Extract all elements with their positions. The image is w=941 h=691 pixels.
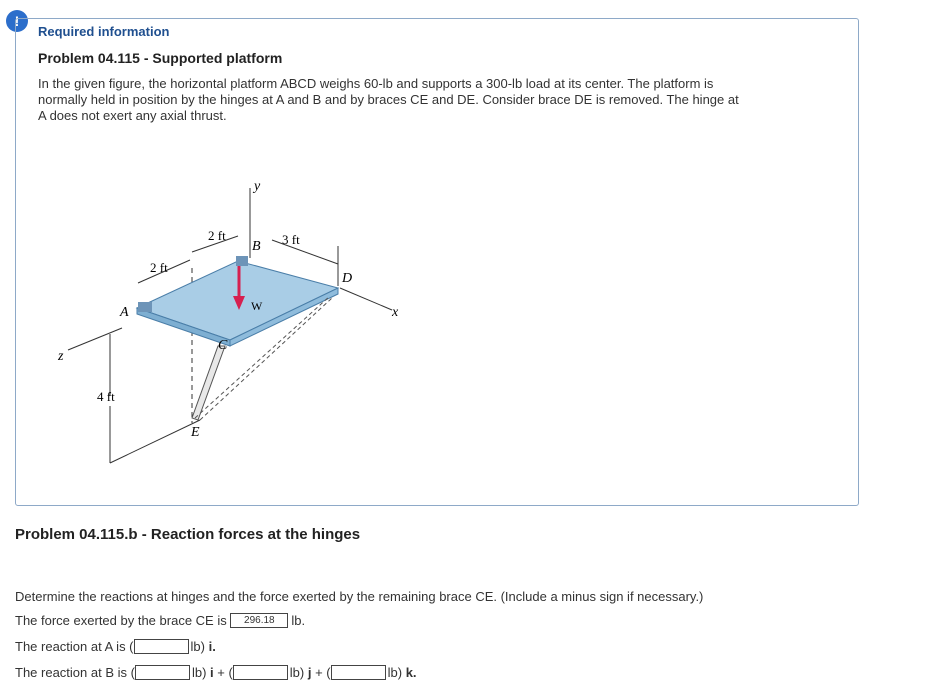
dim-3ft: 3 ft xyxy=(282,232,300,247)
problem-text-line-3: A does not exert any axial thrust. xyxy=(38,108,227,123)
problem-title: Problem 04.115 - Supported platform xyxy=(38,50,283,66)
brace-force-row xyxy=(15,613,305,628)
reaction-a-prefix: The reaction at A is ( xyxy=(15,639,134,654)
reaction-b-prefix: The reaction at B is ( xyxy=(15,665,135,680)
reaction-b-suffix-j: lb) xyxy=(289,665,308,680)
platform-figure xyxy=(40,168,420,478)
dim-4ft: 4 ft xyxy=(97,389,115,404)
problem-text-line-2: normally held in position by the hinges at A and B and by braces CE and DE. Consider brace DE is removed. The hinge at xyxy=(38,92,739,107)
reaction-b-j-input[interactable] xyxy=(233,665,288,680)
dim-2ft-b: 2 ft xyxy=(208,228,226,243)
label-e: E xyxy=(191,425,200,440)
brace-ce xyxy=(192,346,225,420)
reaction-a-suffix: lb) xyxy=(190,639,209,654)
sub-problem-title: Problem 04.115.b - Reaction forces at the hinges xyxy=(15,526,361,543)
label-y: y xyxy=(254,179,261,194)
problem-text xyxy=(38,76,828,124)
reaction-a-row xyxy=(15,639,216,654)
reaction-b-suffix-i: lb) xyxy=(191,665,211,680)
brace-force-prefix: The force exerted by the brace CE is xyxy=(15,613,231,628)
label-w: W xyxy=(251,299,263,313)
hinge-a xyxy=(138,302,152,312)
reaction-b-i-input[interactable] xyxy=(135,665,190,680)
reaction-a-input[interactable] xyxy=(134,639,189,654)
ground-line xyxy=(110,420,200,463)
problem-text-line-1: In the given figure, the horizontal platform ABCD weighs 60-lb and supports a 300-lb load at its center. The platform is xyxy=(38,76,714,91)
x-axis xyxy=(340,288,392,310)
reaction-b-vec-k: k. xyxy=(405,665,417,680)
hinge-b xyxy=(236,256,248,266)
reaction-b-plus-2: + ( xyxy=(311,665,331,680)
dim-2ft-a: 2 ft xyxy=(150,260,168,275)
label-z: z xyxy=(58,349,64,364)
z-axis xyxy=(68,328,122,350)
reaction-b-row xyxy=(15,665,417,680)
reaction-b-k-input[interactable] xyxy=(331,665,386,680)
required-info-title: Required information xyxy=(38,24,170,39)
question-text: Determine the reactions at hinges and the force exerted by the remaining brace CE. (Include a minus sign if necessary.) xyxy=(15,589,704,604)
reaction-a-unit-vector: i. xyxy=(208,639,216,654)
label-b: B xyxy=(252,239,261,254)
label-x: x xyxy=(392,305,399,320)
label-a: A xyxy=(120,305,129,320)
reaction-b-plus-1: + ( xyxy=(213,665,233,680)
brace-force-unit: lb. xyxy=(291,613,306,628)
label-d: D xyxy=(342,271,353,286)
reaction-b-vec-j: j xyxy=(307,665,312,680)
reaction-b-suffix-k: lb) xyxy=(387,665,406,680)
brace-force-input[interactable]: 296.18 xyxy=(230,613,288,628)
reaction-b-vec-i: i xyxy=(210,665,214,680)
label-c: C xyxy=(218,338,228,353)
alert-icon: ! xyxy=(6,10,28,32)
